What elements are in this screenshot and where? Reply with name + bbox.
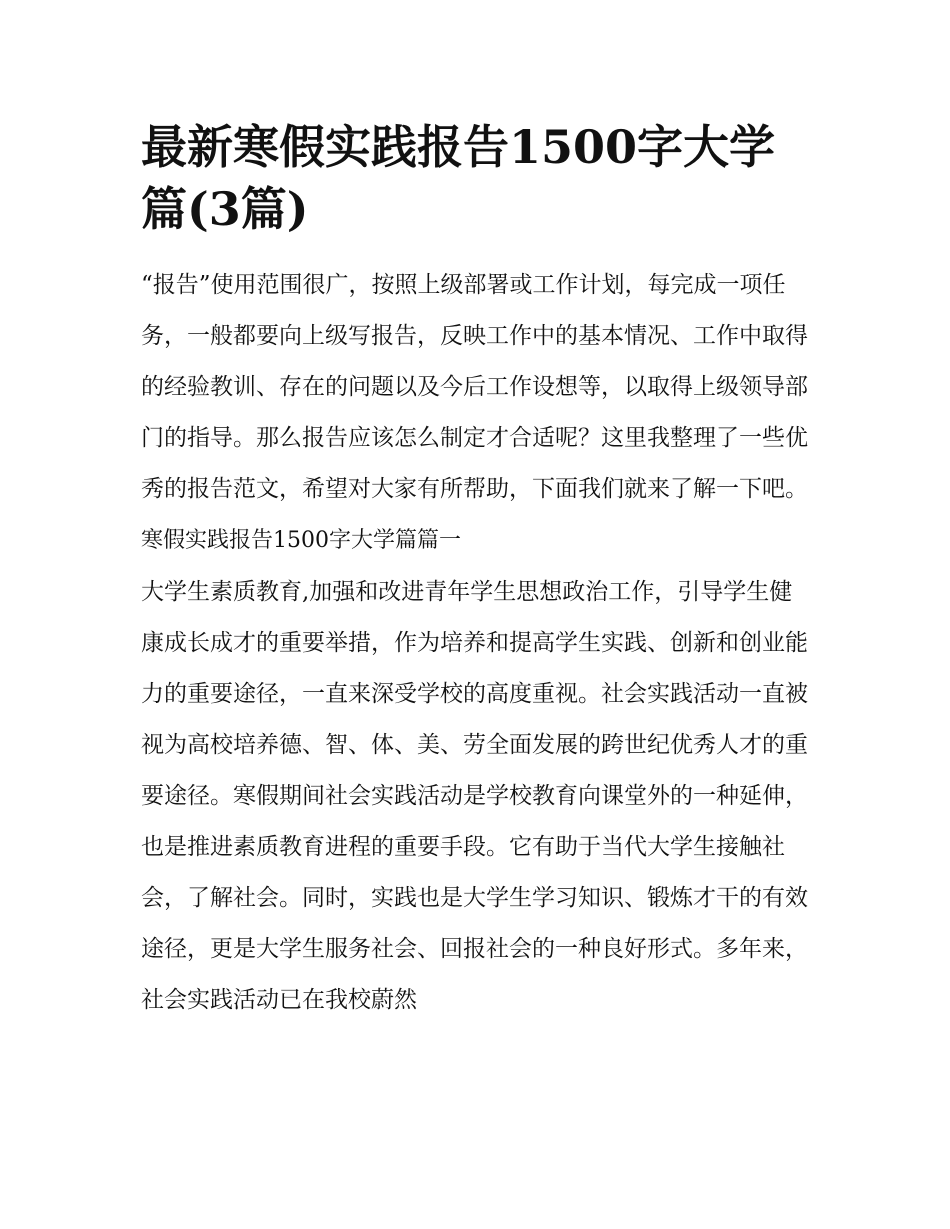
document-content	[141, 116, 811, 1026]
intro-paragraph: “报告”使用范围很广，按照上级部署或工作计划，每完成一项任务，一般都要向上级写报告，反映工作中的基本情况、工作中取得的经验教训、存在的问题以及今后工作设想等，以取得上级领导部门的指导。那么报告应该怎么制定才合适呢？这里我整理了一些优秀的报告范文，希望对大家有所帮助，下面我们就来了解一下吧。	[141, 272, 808, 502]
document-title: 最新寒假实践报告1500字大学篇(3篇)	[141, 120, 776, 236]
section-heading: 寒假实践报告1500字大学篇篇一	[141, 528, 461, 553]
body-paragraph: 大学生素质教育,加强和改进青年学生思想政治工作，引导学生健康成长成才的重要举措，作为培养和提高学生实践、创新和创业能力的重要途径，一直来深受学校的高度重视。社会实践活动一直被视为高校培养德、智、体、美、劳全面发展的跨世纪优秀人才的重要途径。寒假期间社会实践活动是学校教育向课堂外的一种延伸，也是推进素质教育进程的重要手段。它有助于当代大学生接触社会，了解社会。同时，实践也是大学生学习知识、锻炼才干的有效途径，更是大学生服务社会、回报社会的一种良好形式。多年来，社会实践活动已在我校蔚然	[141, 579, 808, 1013]
